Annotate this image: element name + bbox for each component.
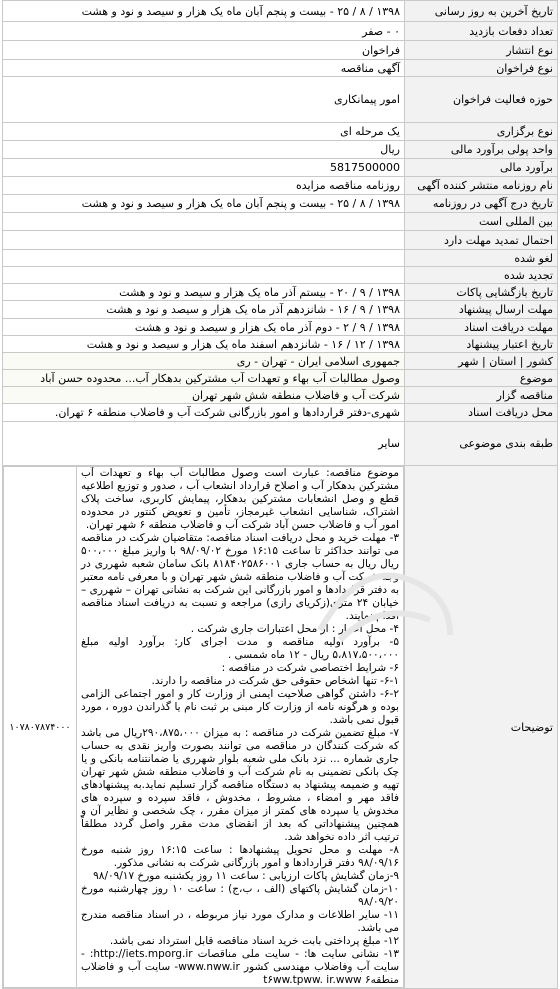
notes-code: ۱۰۷۸۰۷۸۷۴۰۰۰ (4, 467, 77, 988)
info-row-value (3, 267, 405, 284)
info-row (3, 267, 558, 284)
docs-place-row (3, 404, 558, 422)
info-row (3, 336, 558, 353)
info-row (3, 195, 558, 213)
info-row-label: احتمال تمدید مهلت دارد (405, 231, 558, 250)
location-value: جمهوری اسلامی ایران - تهران - ری (3, 353, 405, 370)
category-value: سایر (3, 422, 405, 466)
info-row-value: ۰ - صفر (3, 22, 405, 41)
info-row-value: آگهی مناقصه (3, 60, 405, 77)
info-row-label: نام روزنامه منتشر کننده آگهی (405, 177, 558, 195)
info-row-label: نوع برگزاری (405, 123, 558, 141)
info-row (3, 77, 558, 123)
info-row-value: ۱۳۹۸ / ۹ / ۲۰ - بیستم آذر ماه یک هزار و سیصد و نود و هشت (3, 284, 405, 301)
notes-text: موضوع مناقصه: عبارت است وصول مطالبات آب بهاء و تعهدات آب مشترکین بدهکار آب و اصلاح قرارداد انشعاب آب ، صدور و توزیع اطلاعیه قطع و وصل انشعابات مشترکین بدهکار، پیمایش کاربری، ساخت پلاک اشتراک، شناسایی انشعاب غیرمجاز، تأمین و تعویض کنتور در محدوده امور آب و فاضلاب حسن آباد شرکت آب و فاضلاب منطقه ۶ شهر تهران. ۳- مهلت خرید و محل دریافت اسناد مناقصه: متقاضیان شرکت در مناقصه می توانند حداکثر تا ساعت ۱۶:۱۵ مورخ ۹۸/۰۹/۰۲ با واریز مبلغ ۵۰۰،۰۰۰ ریال ریال به حساب جاری ۸۱۸۴۰۲۵۸۶۰۰۱ بانک سامان شعبه شهرری در وجه شرکت آب و فاضلاب منطقه شش شهر تهران و با معرفی نامه معتبر به دفتر قراردادها و امور بازرگانی این شرکت به نشانی تهران – شهرری – خیابان ۲۴ متری(زکریای رازی) مراجعه و نسبت به دریافت اسناد مناقصه اقدام نمایند. ۴- محل اعتبار : از محل اعتبارات جاری شرکت . ۵- برآورد اولیه مناقصه و مدت اجرای کار: برآورد اولیه مبلغ ۵،۸۱۷،۵۰۰،۰۰۰ ریال - ۱۲ ماه شمسی . ۶- شرایط اختصاصی شرکت در مناقصه : ۶-۱- تنها اشخاص حقوقی حق شرکت در مناقصه را دارند. ۶-۲- داشتن گواهی صلاحیت ایمنی از وزارت کار و امور اجتماعی الزامی بوده و هرگونه نامه از وزارت کار مبنی بر ثبت نام یا گذراندن دوره ، مورد قبول نمی باشد. ۷- مبلغ تضمین شرکت در مناقصه : به میزان ۲۹۰،۸۷۵،۰۰۰ریال می باشد که شرکت کنندگان در مناقصه می توانند بصورت واریز نقدی به حساب جاری شماره ... نزد بانک ملی شعبه بلوار شهرری یا ضمانتنامه بانکی و یا چک بانکی تضمینی به نام شرکت آب و فاضلاب منطقه شش شهر تهران تهیه و ضمیمه پیشنهاد به دستگاه مناقصه گزار تسلیم نماید.به پیشنهادهای فاقد مهر و امضاء ، مشروط ، مخدوش ، فاقد سپرده و سپرده های مخدوش یا سپرده های کمتر از میزان مقرر ، چک شخصی و نظایر آن و همچنین پیشنهاداتی که بعد از انقضای مدت مقرر واصل گردد مطلقاً ترتیب اثر داده نخواهد شد. ۸- مهلت و محل تحویل پیشنهادها : ساعت ۱۶:۱۵ روز شنبه مورخ ۹۸/۰۹/۱۶ دفتر قراردادها و امور بازرگانی شرکت به نشانی مذکور. ۹-زمان گشایش پاکات ارزیابی : ساعت ۱۱ روز یکشنبه مورخ ۹۸/۰۹/۱۷ ۱۰-زمان گشایش پاکتهای (الف ، ب،ج) : ساعت ۱۰ روز چهارشنبه مورخ ۹۸/۰۹/۲۰ ۱۱- سایر اطلاعات و مدارک مورد نیاز مربوطه ، در اسناد مناقصه مندرج می باشد. ۱۲- مبلغ پرداختی بابت خرید اسناد مناقصه قابل استرداد نمی باشد. ۱۳- نشانی سایت ها: - سایت ملی مناقصات http://iets.mporg.ir: - سایت آب وفاضلاب مهندسی کشور www.nww.ir- سایت آب و فاضلاب منطقه۶ t۶ww.tpww. ir.www (77, 467, 404, 988)
docs-place-value: شهری-دفتر قراردادها و امور بازرگانی شرکت آب و فاضلاب منطقه ۶ تهران. (3, 404, 405, 422)
organizer-row (3, 387, 558, 404)
notes-inner-table (3, 466, 404, 988)
info-row-label: نوع انتشار (405, 41, 558, 60)
organizer-value: شرکت آب و فاضلاب منطقه شش شهر تهران (3, 387, 405, 404)
info-row-value: 5817500000 (3, 159, 405, 177)
info-row-value: ریال (3, 141, 405, 159)
info-row-label: نوع فراخوان (405, 60, 558, 77)
notes-row (3, 466, 558, 989)
info-row (3, 1, 558, 22)
info-row-value (3, 250, 405, 267)
info-row-label: برآورد مالی (405, 159, 558, 177)
info-row (3, 159, 558, 177)
info-row-value: ۱۳۹۸ / ۸ / ۲۵ - بیست و پنجم آبان ماه یک هزار و سیصد و نود و هشت (3, 195, 405, 213)
category-label: طبقه بندی موضوعی (405, 422, 558, 466)
info-row-label: لغو شده (405, 250, 558, 267)
info-row-value: روزنامه مناقصه مزایده (3, 177, 405, 195)
info-row-label: حوزه فعالیت فراخوان (405, 77, 558, 123)
info-row-label: تاریخ آخرین به روز رسانی (405, 1, 558, 22)
info-row-label: واحد پولی برآورد مالی (405, 141, 558, 159)
info-row (3, 123, 558, 141)
category-row (3, 422, 558, 466)
info-row (3, 177, 558, 195)
info-row-value: ۱۳۹۸ / ۸ / ۲۵ - بیست و پنجم آبان ماه یک هزار و سیصد و نود و هشت (3, 1, 405, 22)
info-row (3, 250, 558, 267)
subject-row (3, 370, 558, 387)
info-row-label: تاریخ بازگشایی پاکات (405, 284, 558, 301)
info-row-label: تعداد دفعات بازدید (405, 22, 558, 41)
info-row (3, 231, 558, 250)
info-row-label: تجدید شده (405, 267, 558, 284)
subject-value: وصول مطالبات آب بهاء و تعهدات آب مشترکین بدهکار آب... محدوده حسن آباد (3, 370, 405, 387)
info-row-value: فراخوان (3, 41, 405, 60)
info-row-value: ۱۳۹۸ / ۹ / ۱۶ - شانزدهم آذر ماه یک هزار و سیصد و نود و هشت (3, 301, 405, 319)
info-row-label: تاریخ اعتبار پیشنهاد (405, 336, 558, 353)
tender-info-table (2, 0, 558, 989)
organizer-label: مناقصه گزار (405, 387, 558, 404)
docs-place-label: محل دریافت اسناد (405, 404, 558, 422)
info-row-value: امور پیمانکاری (3, 77, 405, 123)
location-label: کشور | استان | شهر (405, 353, 558, 370)
info-row-value: ۱۳۹۸ / ۱۲ / ۱۶ - شانزدهم اسفند ماه یک هزار و سیصد و نود و هشت (3, 336, 405, 353)
info-row-label: مهلت ارسال پیشنهاد (405, 301, 558, 319)
info-row-value (3, 231, 405, 250)
info-row-label: بین المللی است (405, 213, 558, 231)
subject-label: موضوع (405, 370, 558, 387)
info-row-label: مهلت دریافت اسناد (405, 319, 558, 336)
info-row (3, 284, 558, 301)
info-row (3, 22, 558, 41)
location-row (3, 353, 558, 370)
info-row-value: ۱۳۹۸ / ۹ / ۲ - دوم آذر ماه یک هزار و سیصد و نود و هشت (3, 319, 405, 336)
info-row-value (3, 213, 405, 231)
info-row (3, 301, 558, 319)
info-row-value: یک مرحله ای (3, 123, 405, 141)
notes-label: توضیحات (405, 466, 558, 989)
info-row (3, 141, 558, 159)
info-row (3, 319, 558, 336)
info-row (3, 213, 558, 231)
info-row (3, 60, 558, 77)
info-row (3, 41, 558, 60)
info-row-label: تاریخ درج آگهی در روزنامه (405, 195, 558, 213)
